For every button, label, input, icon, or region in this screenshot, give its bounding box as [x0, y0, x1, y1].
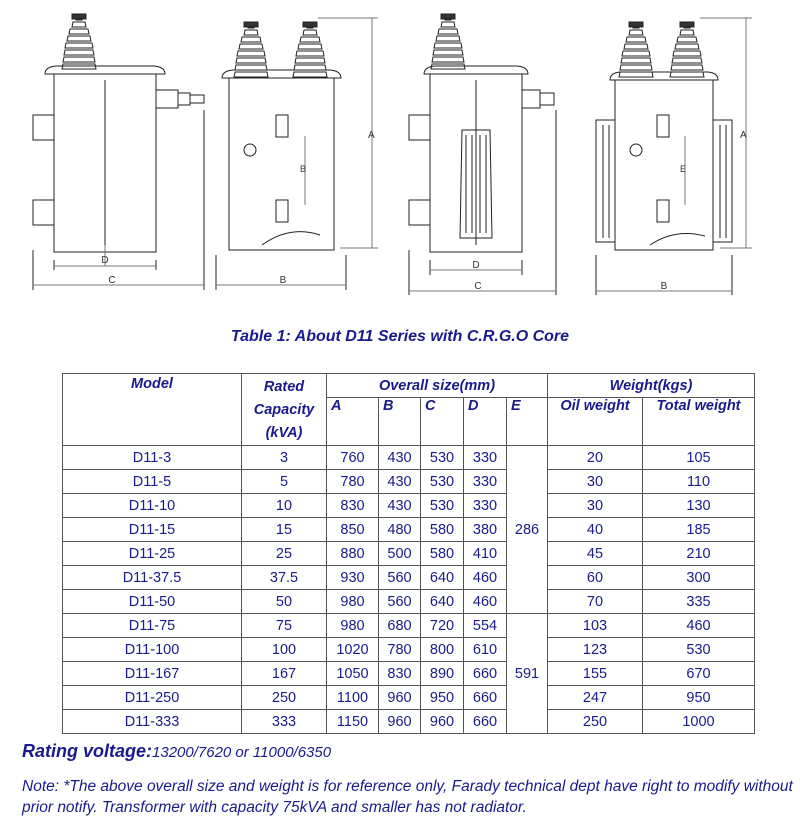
- cell-c: 720: [421, 614, 464, 638]
- cell-d: 660: [464, 662, 507, 686]
- cell-total: 185: [643, 518, 755, 542]
- cell-b: 500: [379, 542, 421, 566]
- cell-b: 780: [379, 638, 421, 662]
- cell-oil: 70: [548, 590, 643, 614]
- cell-model: D11-10: [63, 494, 242, 518]
- rating-voltage-value: 13200/7620 or 11000/6350: [152, 744, 332, 761]
- table-row: [63, 614, 755, 638]
- d2-label-a: A: [368, 130, 375, 141]
- cell-model: D11-333: [63, 710, 242, 734]
- cell-a: 760: [327, 446, 379, 470]
- header-weight: Weight(kgs): [548, 374, 755, 398]
- cell-d: 660: [464, 710, 507, 734]
- drawing-side-view: [216, 18, 378, 290]
- cell-d: 554: [464, 614, 507, 638]
- d2-label-bb: B: [300, 164, 307, 174]
- cell-b: 960: [379, 686, 421, 710]
- cell-total: 130: [643, 494, 755, 518]
- header-oil-weight: Oil weight: [548, 398, 643, 446]
- table-body: [63, 446, 755, 734]
- cell-model: D11-3: [63, 446, 242, 470]
- cell-cap: 75: [242, 614, 327, 638]
- cell-c: 530: [421, 494, 464, 518]
- transformer-drawings: [0, 0, 800, 300]
- d3-label-d: D: [472, 260, 480, 271]
- cell-a: 780: [327, 470, 379, 494]
- d1-label-d: D: [101, 255, 109, 266]
- table-row: [63, 566, 755, 590]
- cell-c: 580: [421, 518, 464, 542]
- cell-oil: 247: [548, 686, 643, 710]
- header-total-weight: Total weight: [643, 398, 755, 446]
- cell-total: 300: [643, 566, 755, 590]
- cell-model: D11-167: [63, 662, 242, 686]
- cell-e: 591: [507, 614, 548, 734]
- cell-a: 1150: [327, 710, 379, 734]
- note-text: Note: *The above overall size and weight is for reference only, Farady technical dept have right to modify without prior notify. Transformer with capacity 75kVA and smaller has not radiator.: [22, 778, 793, 816]
- cell-model: D11-37.5: [63, 566, 242, 590]
- cell-b: 560: [379, 566, 421, 590]
- table-row: [63, 494, 755, 518]
- cell-cap: 333: [242, 710, 327, 734]
- d3-label-c: C: [474, 281, 482, 292]
- cell-oil: 155: [548, 662, 643, 686]
- table-row: [63, 470, 755, 494]
- d4-label-e: E: [680, 164, 687, 174]
- cell-cap: 5: [242, 470, 327, 494]
- header-d: D: [464, 398, 507, 446]
- header-rated-line3: (kVA): [265, 425, 303, 441]
- table-caption: Table 1: About D11 Series with C.R.G.O Core: [230, 328, 570, 345]
- d4-label-a: A: [740, 130, 747, 141]
- cell-oil: 40: [548, 518, 643, 542]
- cell-d: 330: [464, 470, 507, 494]
- header-model: Model: [63, 374, 242, 446]
- cell-cap: 50: [242, 590, 327, 614]
- cell-oil: 123: [548, 638, 643, 662]
- cell-total: 335: [643, 590, 755, 614]
- cell-oil: 103: [548, 614, 643, 638]
- table-row: [63, 638, 755, 662]
- cell-oil: 30: [548, 470, 643, 494]
- table-row: [63, 710, 755, 734]
- cell-b: 560: [379, 590, 421, 614]
- rating-voltage: [22, 741, 331, 762]
- header-b: B: [379, 398, 421, 446]
- header-rated-line2: Capacity: [253, 402, 315, 418]
- table-row: [63, 662, 755, 686]
- cell-total: 210: [643, 542, 755, 566]
- cell-model: D11-100: [63, 638, 242, 662]
- table-row: [63, 590, 755, 614]
- cell-a: 1100: [327, 686, 379, 710]
- cell-d: 410: [464, 542, 507, 566]
- cell-c: 640: [421, 590, 464, 614]
- cell-d: 460: [464, 566, 507, 590]
- drawing-front-view-radiator: [409, 14, 556, 295]
- cell-a: 980: [327, 614, 379, 638]
- table-row: [63, 446, 755, 470]
- cell-total: 1000: [643, 710, 755, 734]
- cell-b: 480: [379, 518, 421, 542]
- cell-total: 105: [643, 446, 755, 470]
- cell-a: 880: [327, 542, 379, 566]
- cell-c: 640: [421, 566, 464, 590]
- cell-b: 430: [379, 470, 421, 494]
- cell-cap: 10: [242, 494, 327, 518]
- cell-c: 530: [421, 470, 464, 494]
- cell-d: 610: [464, 638, 507, 662]
- cell-cap: 37.5: [242, 566, 327, 590]
- table-row: [63, 542, 755, 566]
- header-a: A: [327, 398, 379, 446]
- cell-cap: 100: [242, 638, 327, 662]
- d1-label-c: C: [108, 275, 116, 286]
- cell-d: 460: [464, 590, 507, 614]
- cell-a: 980: [327, 590, 379, 614]
- header-rated-line1: Rated: [263, 379, 305, 395]
- cell-cap: 3: [242, 446, 327, 470]
- header-c: C: [421, 398, 464, 446]
- cell-oil: 250: [548, 710, 643, 734]
- cell-oil: 45: [548, 542, 643, 566]
- cell-model: D11-50: [63, 590, 242, 614]
- cell-c: 890: [421, 662, 464, 686]
- cell-model: D11-15: [63, 518, 242, 542]
- cell-cap: 25: [242, 542, 327, 566]
- cell-e: 286: [507, 446, 548, 614]
- drawing-front-view: [33, 14, 204, 290]
- cell-d: 380: [464, 518, 507, 542]
- cell-model: D11-250: [63, 686, 242, 710]
- d4-label-b: B: [660, 281, 668, 292]
- cell-oil: 60: [548, 566, 643, 590]
- cell-cap: 15: [242, 518, 327, 542]
- cell-a: 1020: [327, 638, 379, 662]
- cell-c: 950: [421, 686, 464, 710]
- cell-cap: 250: [242, 686, 327, 710]
- cell-a: 1050: [327, 662, 379, 686]
- cell-d: 330: [464, 446, 507, 470]
- table-row: [63, 686, 755, 710]
- cell-total: 110: [643, 470, 755, 494]
- cell-c: 580: [421, 542, 464, 566]
- cell-d: 660: [464, 686, 507, 710]
- cell-total: 950: [643, 686, 755, 710]
- cell-a: 930: [327, 566, 379, 590]
- cell-model: D11-75: [63, 614, 242, 638]
- cell-b: 830: [379, 662, 421, 686]
- cell-total: 670: [643, 662, 755, 686]
- cell-total: 460: [643, 614, 755, 638]
- cell-b: 430: [379, 446, 421, 470]
- cell-c: 800: [421, 638, 464, 662]
- table-row: [63, 518, 755, 542]
- cell-a: 850: [327, 518, 379, 542]
- header-e: E: [507, 398, 548, 446]
- cell-model: D11-25: [63, 542, 242, 566]
- drawing-side-view-radiator: [596, 18, 752, 295]
- cell-c: 960: [421, 710, 464, 734]
- d2-label-b: B: [279, 275, 287, 286]
- cell-a: 830: [327, 494, 379, 518]
- cell-model: D11-5: [63, 470, 242, 494]
- cell-b: 680: [379, 614, 421, 638]
- header-rated-capacity: [242, 374, 327, 446]
- spec-table: [62, 373, 755, 734]
- cell-cap: 167: [242, 662, 327, 686]
- rating-voltage-label: Rating voltage:: [22, 741, 153, 761]
- cell-b: 430: [379, 494, 421, 518]
- cell-c: 530: [421, 446, 464, 470]
- header-overall-size: Overall size(mm): [327, 374, 548, 398]
- cell-total: 530: [643, 638, 755, 662]
- cell-d: 330: [464, 494, 507, 518]
- cell-oil: 20: [548, 446, 643, 470]
- cell-b: 960: [379, 710, 421, 734]
- cell-oil: 30: [548, 494, 643, 518]
